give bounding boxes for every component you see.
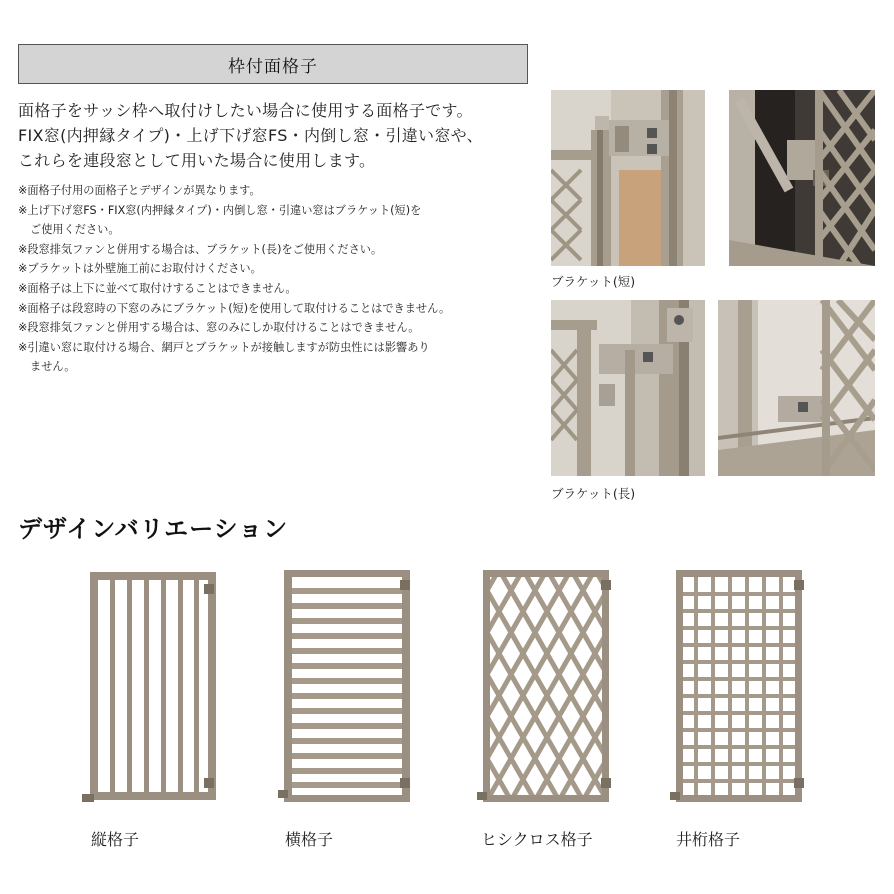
variant-label-vertical: 縦格子	[91, 830, 140, 849]
intro-line: これらを連段窓として用いた場合に使用します。	[18, 151, 376, 170]
intro-line: FIX窓(内押縁タイプ)・上げ下げ窓FS・内倒し窓・引違い窓や、	[18, 126, 483, 145]
note-item: ※段窓排気ファンと併用する場合は、ブラケット(長)をご使用ください。	[18, 242, 383, 256]
variant-label-horizontal: 横格子	[285, 830, 334, 849]
diamond-cross-lattice-image	[477, 566, 617, 816]
notes-list	[18, 181, 543, 377]
bracket-long-photo-2	[718, 300, 875, 476]
horizontal-lattice-image	[278, 566, 418, 816]
intro-text	[18, 98, 543, 377]
intro-line: 面格子をサッシ枠へ取付けしたい場合に使用する面格子です。	[18, 101, 473, 120]
bracket-short-photo-2	[729, 90, 875, 266]
variations-heading: デザインバリエーション	[18, 515, 289, 543]
note-item: ※ブラケットは外壁施工前にお取付けください。	[18, 262, 262, 276]
section-title-box	[18, 44, 528, 84]
vertical-lattice-image	[82, 566, 222, 816]
note-item: ※上げ下げ窓FS・FIX窓(内押縁タイプ)・内倒し窓・引違い窓はブラケット(短)を ご使用ください。	[18, 203, 422, 237]
note-item: ※段窓排気ファンと併用する場合は、窓のみにしか取付けることはできません。	[18, 321, 420, 335]
grid-lattice-image	[670, 566, 810, 816]
note-item: ※面格子は上下に並べて取付けすることはできません。	[18, 281, 297, 295]
note-item: ※面格子は段窓時の下窓のみにブラケット(短)を使用して取付けることはできません。	[18, 301, 451, 315]
section-title: 枠付面格子	[228, 56, 318, 77]
bracket-long-photo-1	[551, 300, 705, 476]
intro-lead	[18, 98, 543, 173]
bracket-short-photo-1	[551, 90, 705, 266]
variant-label-diamond-cross: ヒシクロス格子	[481, 830, 593, 849]
bracket-short-caption: ブラケット(短)	[551, 274, 636, 289]
note-item: ※引違い窓に取付ける場合、網戸とブラケットが接触しますが防虫性には影響あり ません。	[18, 340, 430, 374]
bracket-long-caption: ブラケット(長)	[551, 486, 636, 501]
variant-label-grid: 井桁格子	[676, 830, 741, 849]
note-item: ※面格子付用の面格子とデザインが異なります。	[18, 184, 261, 197]
